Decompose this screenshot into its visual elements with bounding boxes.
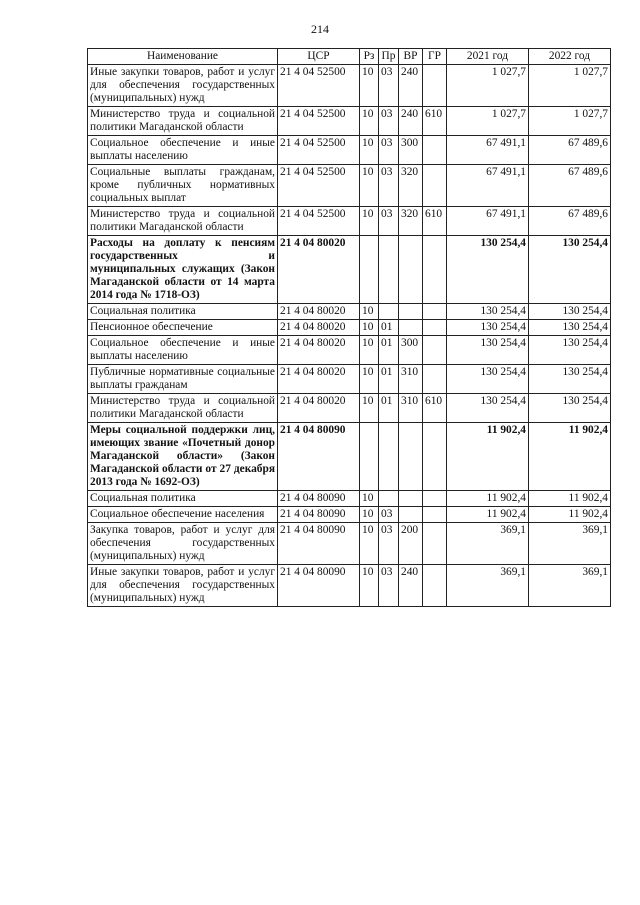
table-row	[88, 236, 611, 304]
cell-gr	[423, 136, 447, 165]
cell-gr	[423, 507, 447, 523]
header-name: Наименование	[88, 49, 278, 65]
header-vr: ВР	[399, 49, 423, 65]
cell-2022: 130 254,4	[529, 394, 611, 423]
cell-gr	[423, 336, 447, 365]
header-2021: 2021 год	[447, 49, 529, 65]
cell-rz: 10	[360, 304, 379, 320]
cell-rz: 10	[360, 491, 379, 507]
cell-vr: 310	[399, 394, 423, 423]
cell-csr: 21 4 04 52500	[278, 65, 360, 107]
cell-csr: 21 4 04 52500	[278, 165, 360, 207]
cell-rz: 10	[360, 507, 379, 523]
cell-gr	[423, 565, 447, 607]
budget-table	[87, 48, 611, 607]
cell-2022: 369,1	[529, 523, 611, 565]
table-header-row	[88, 49, 611, 65]
cell-name: Социальное обеспечение и иные выплаты населению	[88, 336, 278, 365]
cell-rz: 10	[360, 336, 379, 365]
header-csr: ЦСР	[278, 49, 360, 65]
table-row	[88, 565, 611, 607]
cell-rz: 10	[360, 394, 379, 423]
cell-2022: 130 254,4	[529, 236, 611, 304]
table-row	[88, 336, 611, 365]
cell-pr: 01	[379, 336, 399, 365]
cell-gr	[423, 165, 447, 207]
cell-rz: 10	[360, 107, 379, 136]
cell-pr	[379, 491, 399, 507]
cell-name: Публичные нормативные социальные выплаты гражданам	[88, 365, 278, 394]
cell-2021: 130 254,4	[447, 336, 529, 365]
cell-rz: 10	[360, 365, 379, 394]
cell-2022: 67 489,6	[529, 207, 611, 236]
cell-name: Расходы на доплату к пенсиям государственных и муниципальных служащих (Закон Магаданской области от 14 марта 2014 года № 1718-ОЗ)	[88, 236, 278, 304]
cell-name: Министерство труда и социальной политики Магаданской области	[88, 394, 278, 423]
cell-name: Министерство труда и социальной политики Магаданской области	[88, 207, 278, 236]
cell-csr: 21 4 04 80020	[278, 394, 360, 423]
table-row	[88, 304, 611, 320]
cell-csr: 21 4 04 52500	[278, 136, 360, 165]
cell-gr: 610	[423, 207, 447, 236]
header-2022: 2022 год	[529, 49, 611, 65]
cell-csr: 21 4 04 80020	[278, 336, 360, 365]
cell-name: Иные закупки товаров, работ и услуг для обеспечения государственных (муниципальных) нужд	[88, 65, 278, 107]
page-number: 214	[311, 22, 329, 36]
cell-2021: 130 254,4	[447, 320, 529, 336]
cell-2021: 67 491,1	[447, 165, 529, 207]
table-row	[88, 107, 611, 136]
cell-2022: 11 902,4	[529, 491, 611, 507]
cell-gr	[423, 491, 447, 507]
cell-rz: 10	[360, 207, 379, 236]
cell-pr: 01	[379, 365, 399, 394]
cell-pr: 03	[379, 165, 399, 207]
cell-pr	[379, 304, 399, 320]
cell-2021: 130 254,4	[447, 304, 529, 320]
cell-gr	[423, 365, 447, 394]
cell-vr: 240	[399, 565, 423, 607]
cell-2022: 130 254,4	[529, 336, 611, 365]
cell-csr: 21 4 04 80090	[278, 523, 360, 565]
cell-name: Закупка товаров, работ и услуг для обеспечения государственных (муниципальных) нужд	[88, 523, 278, 565]
cell-2021: 130 254,4	[447, 236, 529, 304]
cell-pr: 03	[379, 523, 399, 565]
table-row	[88, 423, 611, 491]
cell-csr: 21 4 04 52500	[278, 107, 360, 136]
cell-name: Социальная политика	[88, 491, 278, 507]
cell-rz	[360, 423, 379, 491]
cell-gr	[423, 423, 447, 491]
cell-vr	[399, 236, 423, 304]
cell-vr	[399, 491, 423, 507]
cell-vr	[399, 507, 423, 523]
table-row	[88, 136, 611, 165]
cell-pr	[379, 423, 399, 491]
cell-name: Меры социальной поддержки лиц, имеющих звание «Почетный донор Магаданской области» (Закон Магаданской области от 27 декабря 2013 года № 1692-ОЗ)	[88, 423, 278, 491]
cell-vr: 320	[399, 165, 423, 207]
cell-2022: 67 489,6	[529, 136, 611, 165]
cell-2021: 11 902,4	[447, 491, 529, 507]
cell-csr: 21 4 04 80090	[278, 507, 360, 523]
cell-name: Социальные выплаты гражданам, кроме публичных нормативных социальных выплат	[88, 165, 278, 207]
cell-vr: 300	[399, 136, 423, 165]
cell-csr: 21 4 04 80020	[278, 304, 360, 320]
cell-pr: 03	[379, 136, 399, 165]
cell-2021: 1 027,7	[447, 107, 529, 136]
cell-2022: 1 027,7	[529, 65, 611, 107]
cell-gr	[423, 320, 447, 336]
table-row	[88, 365, 611, 394]
table-row	[88, 491, 611, 507]
table-row	[88, 207, 611, 236]
cell-vr	[399, 304, 423, 320]
cell-csr: 21 4 04 80020	[278, 365, 360, 394]
cell-rz: 10	[360, 320, 379, 336]
cell-rz	[360, 236, 379, 304]
cell-name: Иные закупки товаров, работ и услуг для обеспечения государственных (муниципальных) нужд	[88, 565, 278, 607]
table-body	[88, 65, 611, 607]
cell-2022: 369,1	[529, 565, 611, 607]
table-row	[88, 523, 611, 565]
header-rz: Рз	[360, 49, 379, 65]
cell-pr: 03	[379, 207, 399, 236]
cell-vr	[399, 423, 423, 491]
cell-pr: 01	[379, 394, 399, 423]
cell-rz: 10	[360, 523, 379, 565]
cell-name: Министерство труда и социальной политики Магаданской области	[88, 107, 278, 136]
cell-2021: 11 902,4	[447, 507, 529, 523]
cell-name: Социальная политика	[88, 304, 278, 320]
cell-2022: 130 254,4	[529, 365, 611, 394]
table-row	[88, 65, 611, 107]
cell-2022: 11 902,4	[529, 423, 611, 491]
table-row	[88, 165, 611, 207]
cell-gr	[423, 523, 447, 565]
cell-pr: 01	[379, 320, 399, 336]
cell-vr: 200	[399, 523, 423, 565]
cell-vr: 240	[399, 65, 423, 107]
cell-gr	[423, 65, 447, 107]
cell-name: Социальное обеспечение и иные выплаты населению	[88, 136, 278, 165]
cell-csr: 21 4 04 80020	[278, 320, 360, 336]
cell-csr: 21 4 04 52500	[278, 207, 360, 236]
cell-csr: 21 4 04 80090	[278, 491, 360, 507]
cell-gr: 610	[423, 394, 447, 423]
cell-vr: 320	[399, 207, 423, 236]
cell-vr: 310	[399, 365, 423, 394]
cell-gr	[423, 304, 447, 320]
cell-2022: 130 254,4	[529, 304, 611, 320]
cell-vr	[399, 320, 423, 336]
cell-csr: 21 4 04 80020	[278, 236, 360, 304]
table-row	[88, 320, 611, 336]
cell-rz: 10	[360, 165, 379, 207]
cell-name: Социальное обеспечение населения	[88, 507, 278, 523]
cell-vr: 300	[399, 336, 423, 365]
cell-pr: 03	[379, 565, 399, 607]
cell-rz: 10	[360, 65, 379, 107]
cell-2021: 130 254,4	[447, 394, 529, 423]
header-gr: ГР	[423, 49, 447, 65]
cell-pr: 03	[379, 507, 399, 523]
cell-2021: 67 491,1	[447, 136, 529, 165]
table-row	[88, 507, 611, 523]
cell-rz: 10	[360, 565, 379, 607]
cell-gr	[423, 236, 447, 304]
cell-csr: 21 4 04 80090	[278, 565, 360, 607]
cell-name: Пенсионное обеспечение	[88, 320, 278, 336]
cell-2021: 369,1	[447, 523, 529, 565]
cell-2022: 11 902,4	[529, 507, 611, 523]
cell-2022: 67 489,6	[529, 165, 611, 207]
table-row	[88, 394, 611, 423]
cell-rz: 10	[360, 136, 379, 165]
cell-2021: 11 902,4	[447, 423, 529, 491]
cell-pr: 03	[379, 107, 399, 136]
cell-pr	[379, 236, 399, 304]
cell-2021: 130 254,4	[447, 365, 529, 394]
cell-2021: 67 491,1	[447, 207, 529, 236]
cell-2022: 130 254,4	[529, 320, 611, 336]
cell-gr: 610	[423, 107, 447, 136]
cell-2022: 1 027,7	[529, 107, 611, 136]
cell-csr: 21 4 04 80090	[278, 423, 360, 491]
cell-pr: 03	[379, 65, 399, 107]
cell-2021: 1 027,7	[447, 65, 529, 107]
cell-vr: 240	[399, 107, 423, 136]
header-pr: Пр	[379, 49, 399, 65]
cell-2021: 369,1	[447, 565, 529, 607]
